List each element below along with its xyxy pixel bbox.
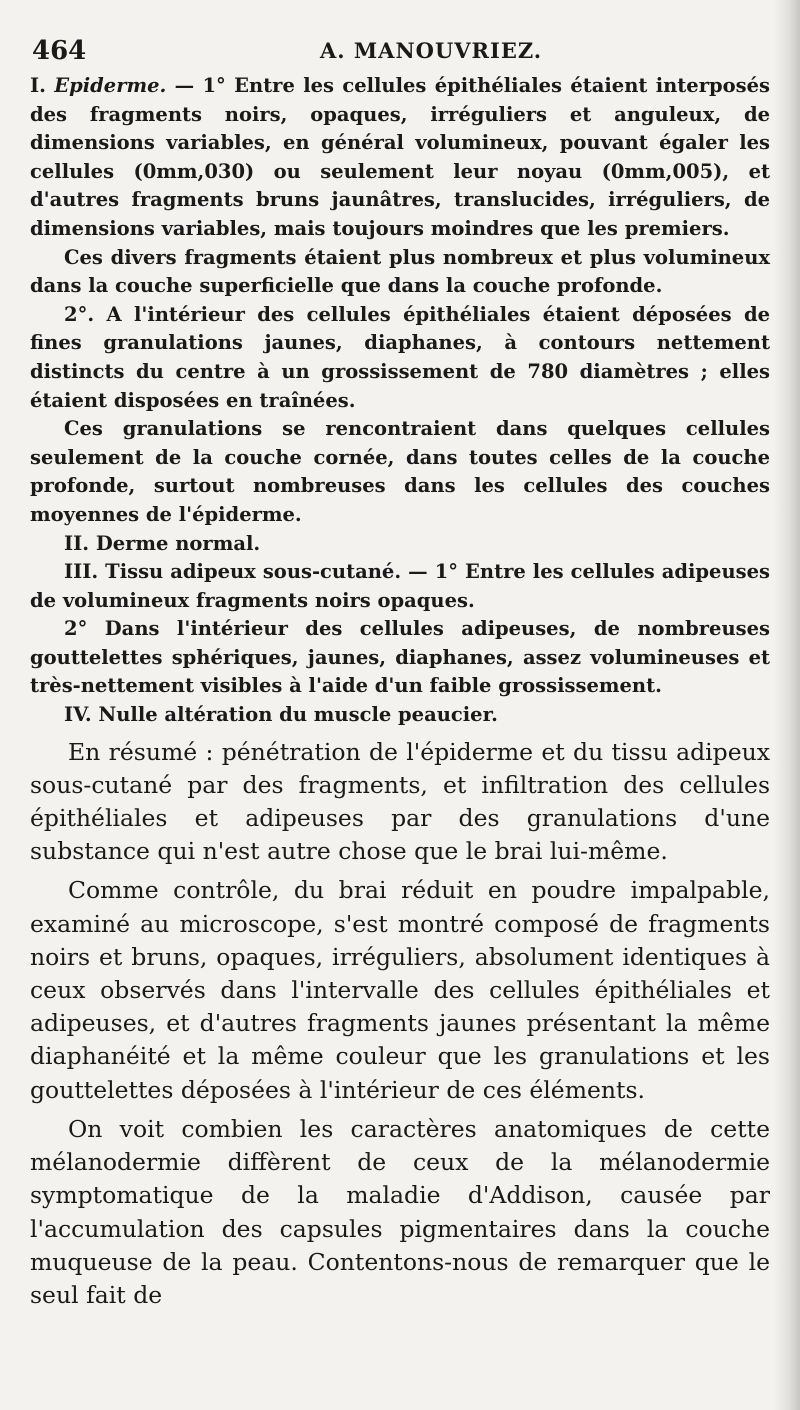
- paragraph: 2° Dans l'intérieur des cellules adipeuses, de nombreuses gouttelettes sphériques, jaunes, diaphanes, assez volumineuses et très-nettement visibles à l'aide d'un faible grossissement.: [30, 617, 770, 698]
- section-label: I.: [30, 74, 55, 97]
- paragraph: Ces granulations se rencontraient dans quelques cellules seulement de la couche cornée, dans toutes celles de la couche profonde, surtout nombreuses dans les cellules des couches moyennes de l'épiderme.: [30, 417, 770, 526]
- page-edge-shadow: [774, 0, 800, 1410]
- paragraph: III. Tissu adipeux sous-cutané. — 1° Entre les cellules adipeuses de volumineux fragments noirs opaques.: [30, 560, 770, 612]
- section-text: — 1° Entre les cellules épithéliales étaient interposés des fragments noirs, opaques, irréguliers et anguleux, de dimensions variables, en général volumineux, pouvant égaler les cellules (0mm,030) ou seulement leur noyau (0mm,005), et d'autres fragments bruns jaunâtres, translucides, irréguliers, de dimensions variables, mais toujours moindres que les premiers.: [30, 74, 770, 240]
- paragraph: IV. Nulle altération du muscle peaucier.: [64, 703, 498, 727]
- paragraph: II. Derme normal.: [64, 531, 261, 555]
- main-text: [30, 736, 770, 1312]
- page-number: 464: [32, 36, 87, 66]
- page-header: [30, 30, 770, 72]
- book-page: [30, 30, 770, 1390]
- paragraph: 2°. A l'intérieur des cellules épithéliales étaient déposées de fines granulations jaunes, diaphanes, à contours nettement distincts du centre à un grossissement de 780 diamètres ; elles étaient disposées en traînées.: [30, 302, 770, 412]
- running-head: A. MANOUVRIEZ.: [320, 38, 543, 63]
- section-term: Epiderme.: [54, 74, 167, 97]
- paragraph-addison: On voit combien les caractères anatomiques de cette mélanodermie diffèrent de ceux de la mélanodermie symptomatique de la maladie d'Addison, causée par l'accumulation des capsules pigmentaires dans la couche muqueuse de la peau. Contentons-nous de remarquer que le seul fait de: [30, 1114, 770, 1309]
- paragraph-epiderme: [30, 72, 770, 244]
- paragraph-controle: Comme contrôle, du brai réduit en poudre impalpable, examiné au microscope, s'est montré composé de fragments noirs et bruns, opaques, irréguliers, absolument identiques à ceux observés dans l'intervalle des cellules épithéliales et adipeuses, et d'autres fragments jaunes présentant la même diaphanéité et la même couleur que les granulations et les gouttelettes déposées à l'intérieur de ces éléments.: [30, 876, 770, 1104]
- paragraph: Ces divers fragments étaient plus nombreux et plus volumineux dans la couche superficielle que dans la couche profonde.: [30, 245, 770, 298]
- observation-details: [30, 72, 770, 730]
- paragraph-resume: En résumé : pénétration de l'épiderme et du tissu adipeux sous-cutané par des fragments, et infiltration des cellules épithéliales et adipeuses par des granulations d'une substance qui n'est autre chose que le brai lui-même.: [30, 737, 770, 866]
